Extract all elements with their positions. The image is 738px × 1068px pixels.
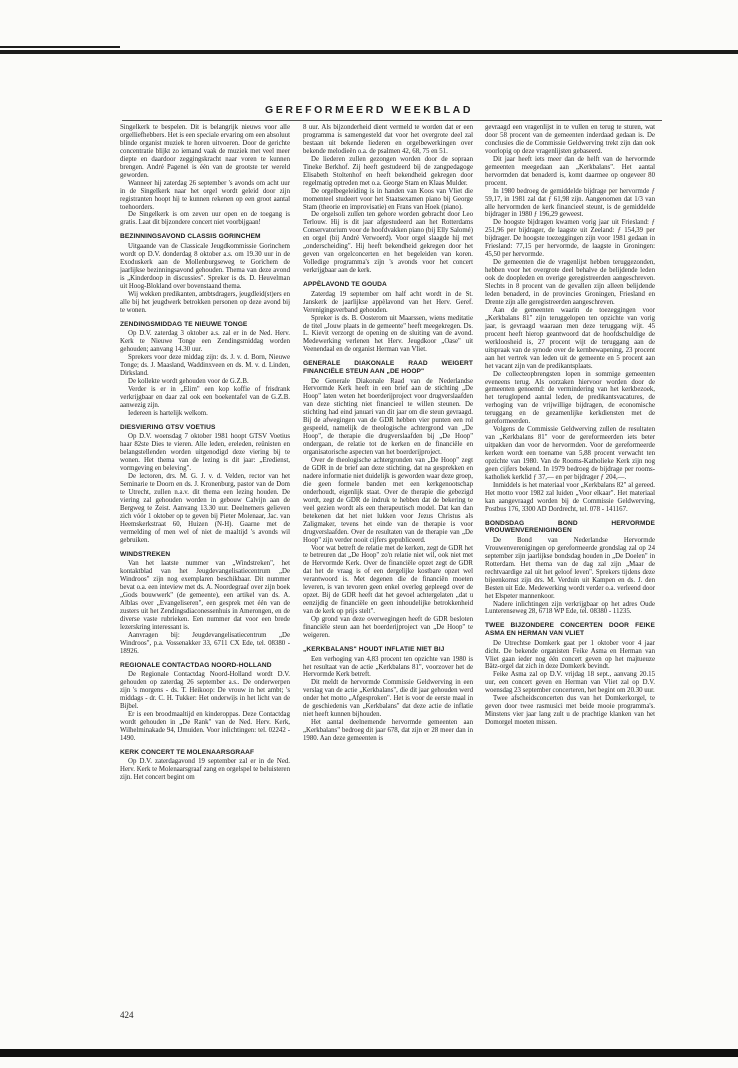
paragraph: Dit meldt de hervormde Commissie Geldwerving in een verslag van de actie „Kerkbalans", die dit jaar gehouden werd onder het motto „Afgesproken". Het is voor de eerste maal in de geschiedenis van „Kerkbalans" dat deze actie de inflatie niet heeft kunnen bijhouden. <box>303 679 473 719</box>
column-2 <box>303 124 473 1004</box>
paragraph: De hoogste bijdragen kwamen vorig jaar uit Friesland: ƒ 251,96 per bijdrager, de laagste uit Zeeland: ƒ 154,39 per bijdrager. De hoogste toezeggingen zijn voor 1981 gedaan in Friesland: 77,15 per hervormde, de laagste in Groningen: 45,50 per hervormde. <box>485 219 655 259</box>
section-heading: REGIONALE CONTACTDAG NOORD-HOLLAND <box>120 661 272 669</box>
page-header-title: GEREFORMEERD WEEKBLAD <box>264 104 474 116</box>
paragraph: In 1980 bedroeg de gemiddelde bijdrage per hervormde ƒ 59,17, in 1981 zal dat ƒ 61,98 zijn. Aangenomen dat 1/3 van alle hervormden de kerk financieel steunt, is de gemiddelde bijdrager in 1980 ƒ 196,29 geweest. <box>485 187 655 219</box>
section-heading: BEZINNINGSAVOND CLASSIS GORINCHEM <box>120 233 261 241</box>
paragraph: Op grond van deze overwegingen heeft de GDR besloten financiële steun aan het boerderijproject van „De Hoop" te weigeren. <box>303 616 473 640</box>
paragraph: De Generale Diakonale Raad van de Nederlandse Hervormde Kerk heeft in een brief aan de stichting „De Hoop" laten weten het boerderijproject voor drugverslaafden van deze stichting niet financieel te willen steunen. De stichting had eind januari van dit jaar om die steun gevraagd. Bij de afwegingen van de GDR hebben vier punten een rol gespeeld, namelijk de theologische achtergrond van „De Hoop", de therapie die drugverslaafden bij „De Hoop" ondergaan, de relatie tot de kerken en de financiële en organisatorische aspecten van het boerderijproject. <box>303 377 473 457</box>
paragraph: Aanvragen bij: Jeugdevangelisatiecentrum „De Windroos", p.a. Vossenakker 33, 6711 CX Ede, tel. 08380 - 18926. <box>120 631 290 655</box>
paragraph: Twee afscheidsconcerten dus van het Domkerkorgel, te geven door twee rasmusici met beide mooie programma's. Minstens vier jaar lang zult u de prachtige klanken van het Domorgel moeten missen. <box>485 695 655 727</box>
page-number: 424 <box>120 1010 134 1020</box>
paragraph: Op D.V. zaterdag 3 oktober a.s. zal er in de Ned. Herv. Kerk te Nieuwe Tonge een Zendingsmiddag worden gehouden; aanvang 14.30 uur. <box>120 330 290 354</box>
paragraph: Er is een broodmaaltijd en kinderoppas. Deze Contactdag wordt gehouden in „De Rank" van de Ned. Herv. Kerk, Wilhelminakade 94, IJmuiden. Voor inlichtingen: tel. 02242 - 1490. <box>120 710 290 742</box>
column-1 <box>120 124 290 1004</box>
paragraph: Uitgaande van de Classicale Jeugdkommissie Gorinchem wordt op D.V. donderdag 8 oktober a.s. om 19.30 uur in de Exoduskerk aan de Mollenburgseweg te Gorichem de jaarlijkse bezinningsavond gehouden. Thema van deze avond is „Kinderdoop in discussies". Spreker is ds. D. Heuvelman uit Hoog-Blokland over bovenstaand thema. <box>120 242 290 290</box>
paragraph: Wij wekken predikanten, ambtsdragers, jeugdleid(st)ers en alle bij het jeugdwerk betrokken personen op deze avond bij te wonen. <box>120 290 290 314</box>
paragraph: Van het laatste nummer van „Windstreken", het kontaktblad van het Jeugdevangelisatiecentrum „De Windroos" zijn nog exemplaren beschikbaar. Dit nummer bevat o.a. een inteview met ds. A. Noordegraaf over zijn boek „Gods bouwwerk" (de gemeente), een artikel van ds. A. Alblas over „Evangeliseren", een gesprek met één van de zusters uit het Zendingsdiaconessenhuis in Amerongen, en de diverse vaste rubrieken. Een nummer dat voor een brede lezerskring interessant is. <box>120 560 290 631</box>
paragraph: Singelkerk te bespelen. Dit is belangrijk nieuws voor alle orgelliefhebbers. Het is een speciale ervaring om een absoluut blinde organist muziek te horen uitvoeren. Door de gerichte concentratie blijkt zo iemand vaak de muziek met veel meer diepte en daardoor zeggingskracht naar voren te kunnen brengen. André Pagenel is één van de grootste ter wereld geworden. <box>120 124 290 179</box>
paragraph: De gemeenten die de vragenlijst hebben teruggezonden, hebben voor het overgrote deel behalve de belijdende leden ook de doopleden en overige geregistreerden aangeschreven. Slechts in 8 procent van de gevallen zijn alleen belijdende leden benaderd, in de provincies Groningen, Friesland en Drente zijn alle geregistreerden aangeschreven. <box>485 259 655 306</box>
section-heading: KERK CONCERT TE MOLENAARSGRAAF <box>120 748 255 756</box>
paragraph: Een verhoging van 4,83 procent ten opzichte van 1980 is het resultaat van de actie „Kerkbalans 81", voorzover het de Hervormde Kerk betreft. <box>303 655 473 679</box>
paragraph: Volgens de Commissie Geldwerving zullen de resultaten van „Kerkbalans 81" voor de gereformeerden iets beter uitpakken dan voor de hervormden. Voor de gereformeerde kerken wordt een toename van 5,88 procent verwacht ten opzichte van 1980. Van de Rooms-Katholieke Kerk zijn nog geen cijfers bekend. In 1979 bedroeg de bijdrage per rooms-katholiek kerklid ƒ 37,— en per bijdrager ƒ 204,—. <box>485 426 655 481</box>
paragraph: Zaterdag 19 september om half acht wordt in de St. Janskerk de jaarlijkse appèlavond van het Herv. Geref. Verenigingsverband gehouden. <box>303 290 473 314</box>
section-heading: BONDSDAG BOND HERVORMDE VROUWENVERENIGINGEN <box>485 519 655 535</box>
top-rule <box>0 50 738 54</box>
paragraph: Het aantal deelnemende hervormde gemeenten aan „Kerkbalans" bedroeg dit jaar 678, dat zijn er 28 meer dan in 1980. Aan deze gemeenten is <box>303 719 473 743</box>
paragraph: Voor wat betreft de relatie met de kerken, zegt de GDR het te betreuren dat „De Hoop" zo'n relatie niet wil, ook niet met de Hervormde Kerk. Over de financiële opzet zegt de GDR dat het de vraag is of een dergelijke kostbare opzet wel verantwoord is. Met degenen die de financiën moeten leveren, is van tevoren geen enkel overleg gepleegd over de opzet. Bij de GDR heeft dat het gevoel achtergelaten „dat u eenzijdig de financiële en geen inhoudelijke betrokkenheid van de kerk op prijs stelt". <box>303 544 473 616</box>
paragraph: Dit jaar heeft iets meer dan de helft van de hervormde gemeenten meegedaan aan „Kerkbalans". Het aantal hervormden dat benaderd is, komt daarmee op ongeveer 80 procent. <box>485 155 655 187</box>
paragraph: gevraagd een vragenlijst in te vullen en terug te sturen, wat door 58 procent van de gemeenten inderdaad gedaan is. De conclusies die de Commissie Geldwerving trekt zijn dan ook voorlopig op deze vragenlijsten gebaseerd. <box>485 124 655 155</box>
bottom-rule <box>0 1049 738 1057</box>
section-heading: APPÈLAVOND TE GOUDA <box>303 281 387 289</box>
paragraph: De orgelbegeleiding is in handen van Koos van Vliet die momenteel studeert voor het Staatsexamen piano bij George Stam (theorie en improvisatie) en Frans van Hoek (piano). <box>303 187 473 211</box>
section-heading: „KERKBALANS" HOUDT INFLATIE NIET BIJ <box>303 645 445 653</box>
paragraph: Op D.V. zaterdagavond 19 september zal er in de Ned. Herv. Kerk te Molenaarsgraaf zang en orgelspel te beluisteren zijn. Het concert begint om <box>120 758 290 782</box>
paragraph: Over de theologische achtergronden van „De Hoop" zegt de GDR in de brief aan deze stichting, dat na gesprekken en nadere informatie niet duidelijk is geworden waar deze groep, die geen formele banden met een kerkgenootschap onderhoudt, eigenlijk staat. Over de therapie die gebezigd wordt, zegt de GDR de indruk te hebben dat de bekering te veel gezien wordt als een therapeutisch model. Dat kan dan betekenen dat het niet lukken voor Jezus Christus als Zaligmaker, tevens het einde van de therapie is voor drugverslaafden. Over de resultaten van de therapie van „De Hoop" zijn verder nooit cijfers gepubliceerd. <box>303 457 473 544</box>
paragraph: Inmiddels is het materiaal voor „Kerkbalans 82" al gereed. Het motto voor 1982 zal luiden „Voor elkaar". Het materiaal kan aangevraagd worden bij de Commissie Geldwerving, Postbus 176, 3300 AD Dordrecht, tel. 078 - 141167. <box>485 481 655 513</box>
section-heading: ZENDINGSMIDDAG TE NIEUWE TONGE <box>120 320 248 328</box>
section-heading: TWEE BIJZONDERE CONCERTEN DOOR FEIKE ASMA EN HERMAN VAN VLIET <box>485 622 655 638</box>
section-heading: GENERALE DIAKONALE RAAD WEIGERT FINANCIËLE STEUN AAN „DE HOOP" <box>303 360 473 375</box>
paragraph: De Singelkerk is om zeven uur open en de toegang is gratis. Laat dit bijzondere concert niet voorbijgaan! <box>120 211 290 227</box>
paragraph: Sprekers voor deze middag zijn: ds. J. v. d. Born, Nieuwe Tonge; ds. J. Maasland, Waddinxveen en ds. M. v. d. Linden, Dirksland. <box>120 354 290 377</box>
section-heading: DIESVIERING GTSV VOETIUS <box>120 423 216 431</box>
paragraph: De collecteopbrengsten lopen in sommige gemeenten eveneens terug. Als oorzaken hiervoor worden door de gemeenten genoemd: de vermindering van het kerkbezoek, het teruglopend aantal leden, de predikantsvacatures, de verhoging van de vrijwillige bijdragen, de economische teruggang en de gezamenlijke kerkdiensten met de gereformeerden. <box>485 370 655 426</box>
paragraph: 8 uur. Als bijzonderheid dient vermeld te worden dat er een programma is samengesteld dat voor het overgrote deel zal bestaan uit bekende liederen en orgelbewerkingen over bekende melodieën o.a. de psalmen 42, 68, 75 en 51. <box>303 124 473 155</box>
paragraph: Verder is er in „Elim" een kop koffie of frisdrank verkrijgbaar en daar zal ook een boekentafel van de G.Z.B. aanwezig zijn. <box>120 385 290 409</box>
top-rule-short <box>0 46 120 48</box>
paragraph: Aan de gemeenten waarin de toezeggingen voor „Kerkbalans 81" zijn teruggelopen ten opzichte van vorig jaar, is gevraagd waaraan men deze teruggang wijt. 45 procent heeft hierop geantwoord dat de hoofdschuldige de werkloosheid is, 27 procent wijt de teruggang aan de uitspraak van de synode over de kernbewapening, 23 procent aan het vertrek van leden uit de gemeente en 5 procent aan het vacant zijn van de predikantsplaats. <box>485 306 655 370</box>
paragraph: Nadere inlichtingen zijn verkrijgbaar op het adres Oude Lunterenseweg 28, 6718 WP Ede, tel. 08380 - 11235. <box>485 600 655 616</box>
paragraph: De kollekte wordt gehouden voor de G.Z.B. <box>128 377 249 385</box>
paragraph: De Regionale Contactdag Noord-Holland wordt D.V. gehouden op zaterdag 26 september a.s.. De onderwerpen zijn 's morgens - ds. T. Heikoop: De vrouw in het ambt; 's middags - dr. C. H. Tukker: Het onderwijs in het licht van de Bijbel. <box>120 671 290 711</box>
paragraph: Iedereen is hartelijk welkom. <box>128 409 208 417</box>
paragraph: De lectoren, drs. M. G. J. v. d. Velden, rector van het Seminarie te Doorn en ds. J. Kronenburg, pastor van de Dom te Utrecht, zullen n.a.v. dit thema een lezing houden. De viering zal gehouden worden in gebouw Calvijn aan de Bergweg te Zeist. Aanvang 13.30 uur. Deelnemers gelieven zich vóór 1 oktober op te geven bij Pieter Molenaar, Jac. van Heemskerkstraat 60, Huizen (N-H). Gaarne met de vermelding of men wel of niet de maaltijd 's avonds wil gebruiken. <box>120 473 290 544</box>
paragraph: De Utrechtse Domkerk gaat per 1 oktober voor 4 jaar dicht. De bekende organisten Feike Asma en Herman van Vliet gaan ieder nog één concert geven op het majtueuze Bätz-orgel dat zich in deze Domkerk bevindt. <box>485 639 655 671</box>
column-3 <box>485 124 655 1004</box>
paragraph: De liederen zullen gezongen worden door de sopraan Tineke Berkhof. Zij heeft gestudeerd bij de zangpedagoge Elisabeth Stoltenhof en heeft bekendheid gekregen door regelmatig optreden met o.a. George Stam en Klaas Mulder. <box>303 155 473 187</box>
paragraph: Feike Asma zal op D.V. vrijdag 18 sept., aanvang 20.15 uur, een concert geven en Herman van Vliet zal op D.V. woensdag 23 september concerteren, het begint om 20.30 uur. <box>485 671 655 695</box>
paragraph: Spreker is ds. B. Oosterom uit Maarssen, wiens meditatie de titel „Jouw plaats in de gemeente" heeft meegekregen. Ds. L. Kievit verzorgt de opening en de sluiting van de avond. Medewerking verlenen het Herv. Jeugdkoor „Oase" uit Veenendaal en de organist Herman van Vliet. <box>303 314 473 354</box>
section-heading: WINDSTREKEN <box>120 550 171 558</box>
paragraph: Wanneer hij zaterdag 26 september 's avonds om acht uur in de Singelkerk naar het orgel wordt geleid door zijn registranten hoopt hij te kunnen rekenen op een groot aantal toehoorders. <box>120 179 290 211</box>
paragraph: De orgelsoli zullen ten gehore worden gebracht door Leo Terlouw. Hij is dit jaar afgestudeerd aan het Rotterdams Conservatorium voor de hoofdvakken piano (bij Elly Salomé) en orgel (bij André Verwoerd). Voor orgel slaagde hij met „onderscheiding". Hij heeft bekendheid gekregen door het geven van orgelconcerten en het begeleiden van koren. Volledige programma's zijn 's avonds voor het concert verkrijgbaar aan de kerk. <box>303 211 473 275</box>
paragraph: Op D.V. woensdag 7 oktober 1981 hoopt GTSV Voetius haar 82ste Dies te vieren. Alle leden, ereleden, reünisten en belangstellenden worden uitgenodigd deze viering bij te wonen. Het thema van de lezing is dit jaar: „Eredienst, vormgeving en beleving". <box>120 433 290 473</box>
header-divider <box>122 120 662 121</box>
paragraph: De Bond van Nederlandse Hervormde Vrouwenverenigingen op gereformeerde grondslag zal op 24 september zijn jaarlijkse bondsdag houden in „De Doelen" in Rotterdam. Het thema van de dag zal zijn „Maar de rechtvaardige zal uit het geloof leven". Sprekers tijdens deze bijeenkomst zijn drs. M. Verduin uit Kampen en ds. J. den Besten uit Ede. Medewerking wordt verder o.a. verleend door het Elspeter mannenkoor. <box>485 536 655 600</box>
